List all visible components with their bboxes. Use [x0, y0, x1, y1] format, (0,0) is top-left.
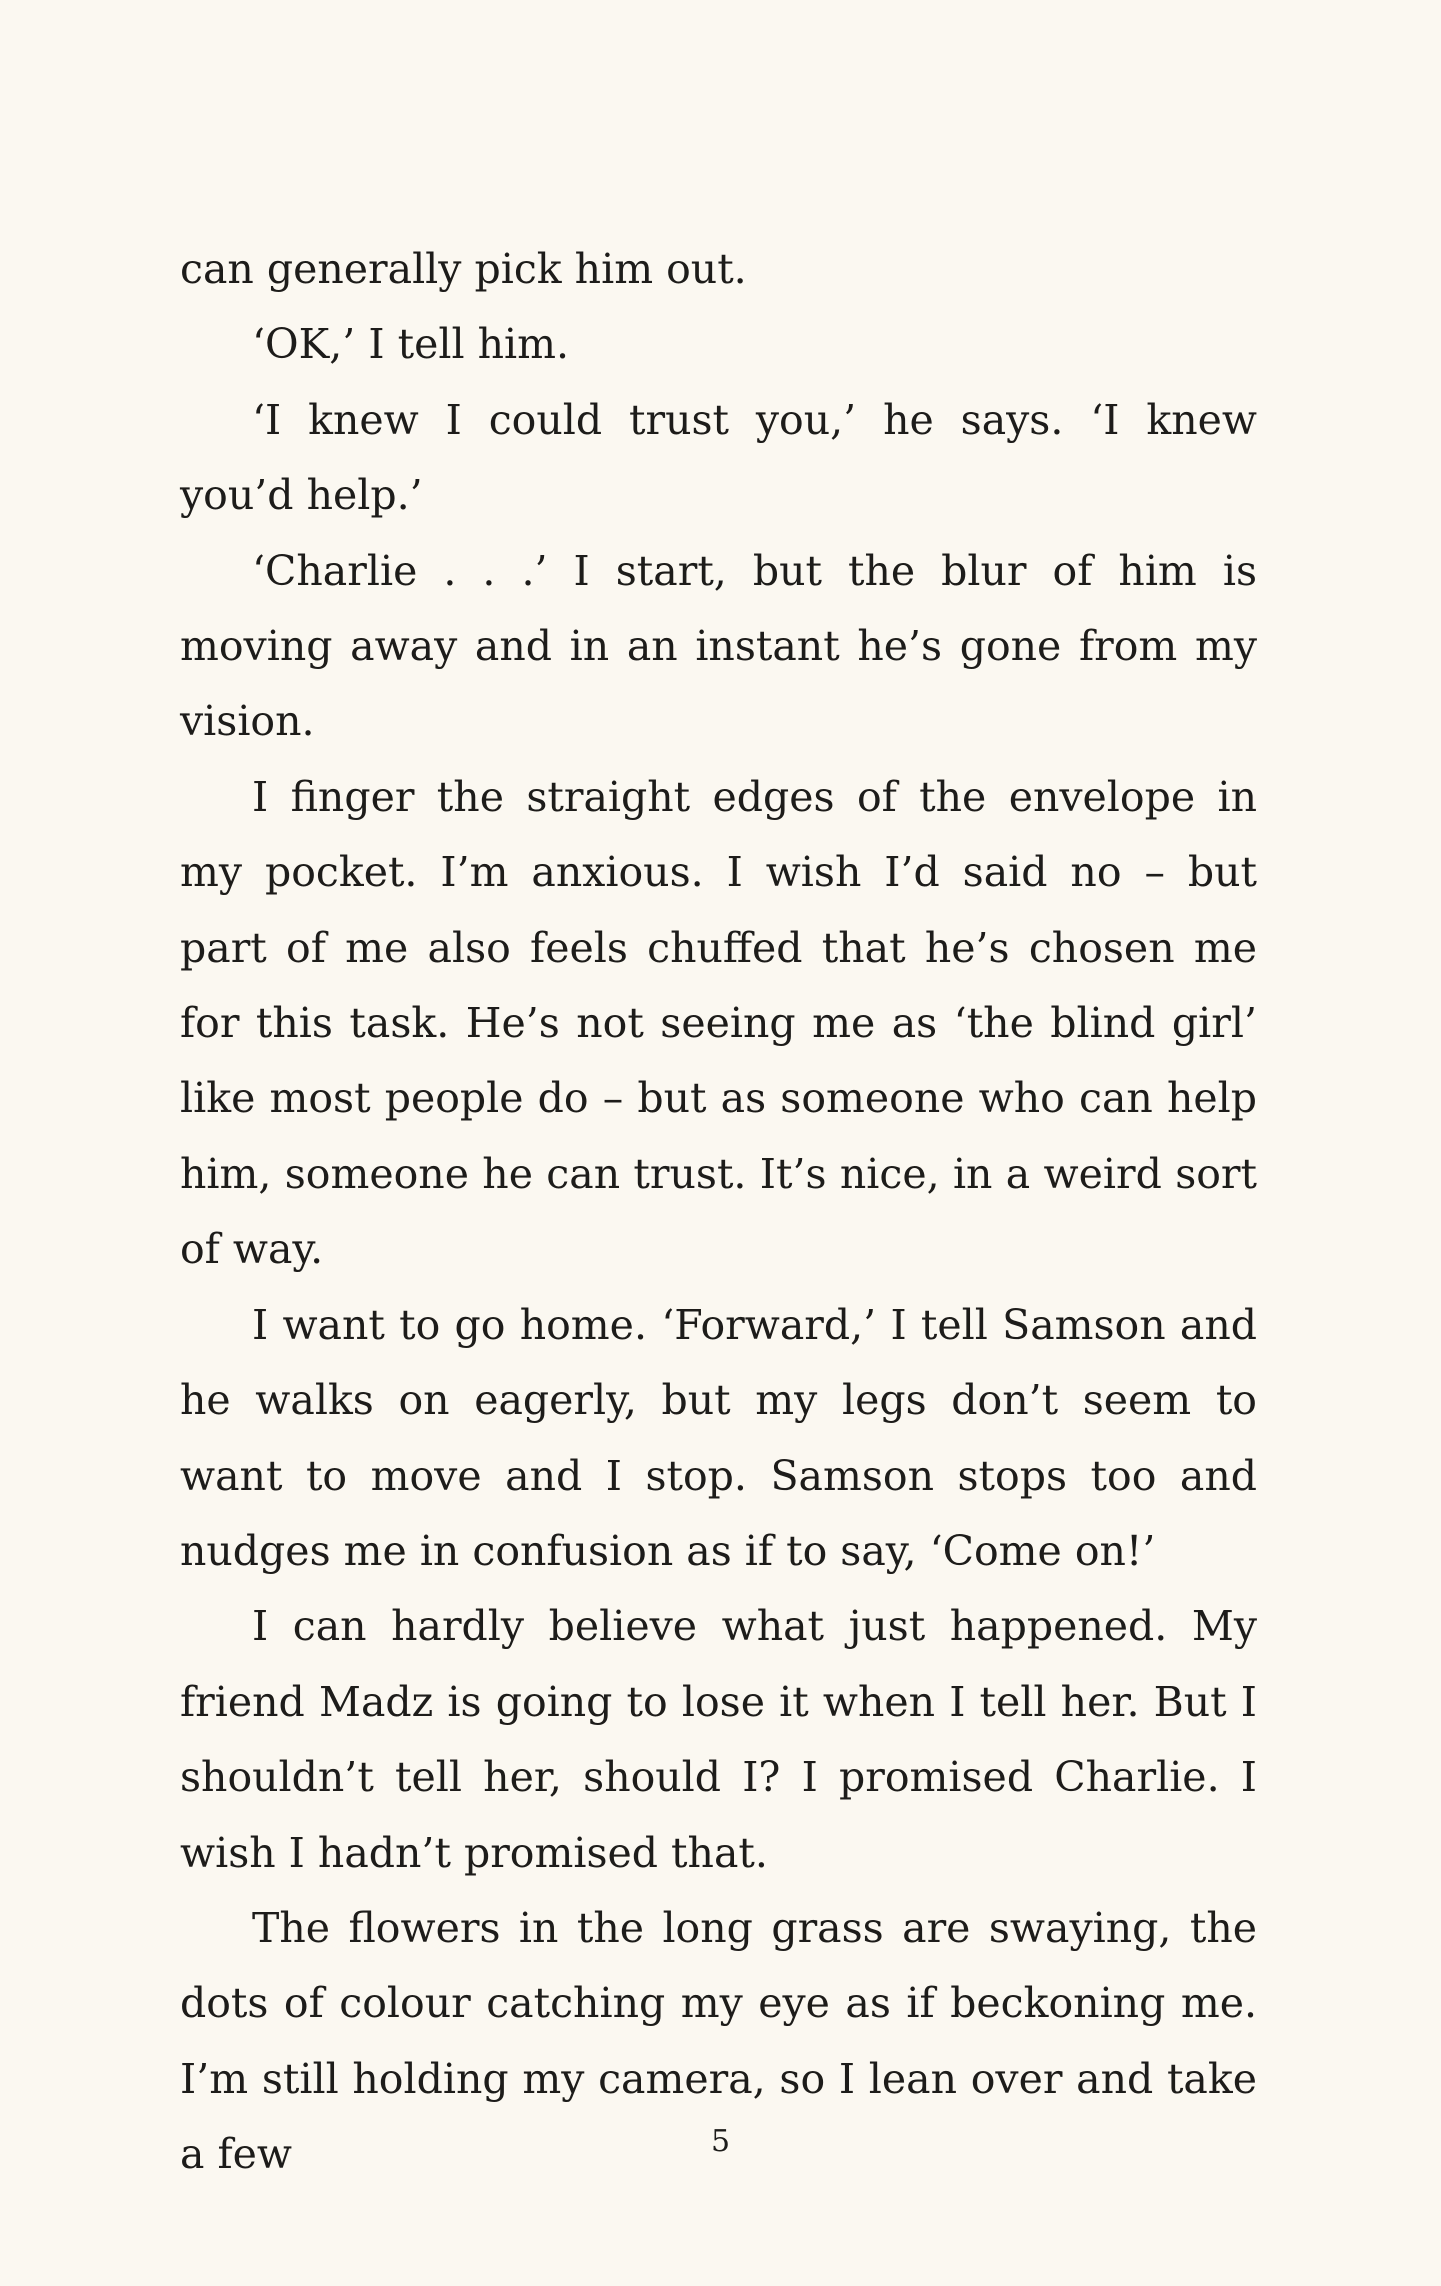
body-text	[180, 232, 1257, 2193]
paragraph: ‘OK,’ I tell him.	[252, 320, 570, 369]
paragraph: The flowers in the long grass are swaying, the dots of colour catching my eye as if beckoning me. I’m still holding my camera, so I lean over and take a few	[180, 1903, 1257, 2179]
paragraph: ‘I knew I could trust you,’ he says. ‘I knew you’d help.’	[180, 395, 1257, 520]
paragraph: can generally pick him out.	[180, 245, 747, 293]
paragraph: I finger the straight edges of the envelope in my pocket. I’m anxious. I wish I’d said no – but part of me also feels chuffed that he’s chosen me for this task. He’s not seeing me as ‘the blind girl’ like most people do – but as someone who can help him, someone he can trust. It’s nice, in a weird sort of way.	[180, 772, 1257, 1274]
page-number: 5	[710, 2124, 731, 2159]
paragraph: ‘Charlie . . .’ I start, but the blur of him is moving away and in an instant he’s gone from my vision.	[180, 546, 1257, 746]
paragraph: I can hardly believe what just happened. My friend Madz is going to lose it when I tell her. But I shouldn’t tell her, should I? I promised Charlie. I wish I hadn’t promised that.	[180, 1602, 1257, 1877]
paragraph: I want to go home. ‘Forward,’ I tell Samson and he walks on eagerly, but my legs don’t seem to want to move and I stop. Samson stops too and nudges me in confusion as if to say, ‘Come on!’	[180, 1300, 1257, 1575]
